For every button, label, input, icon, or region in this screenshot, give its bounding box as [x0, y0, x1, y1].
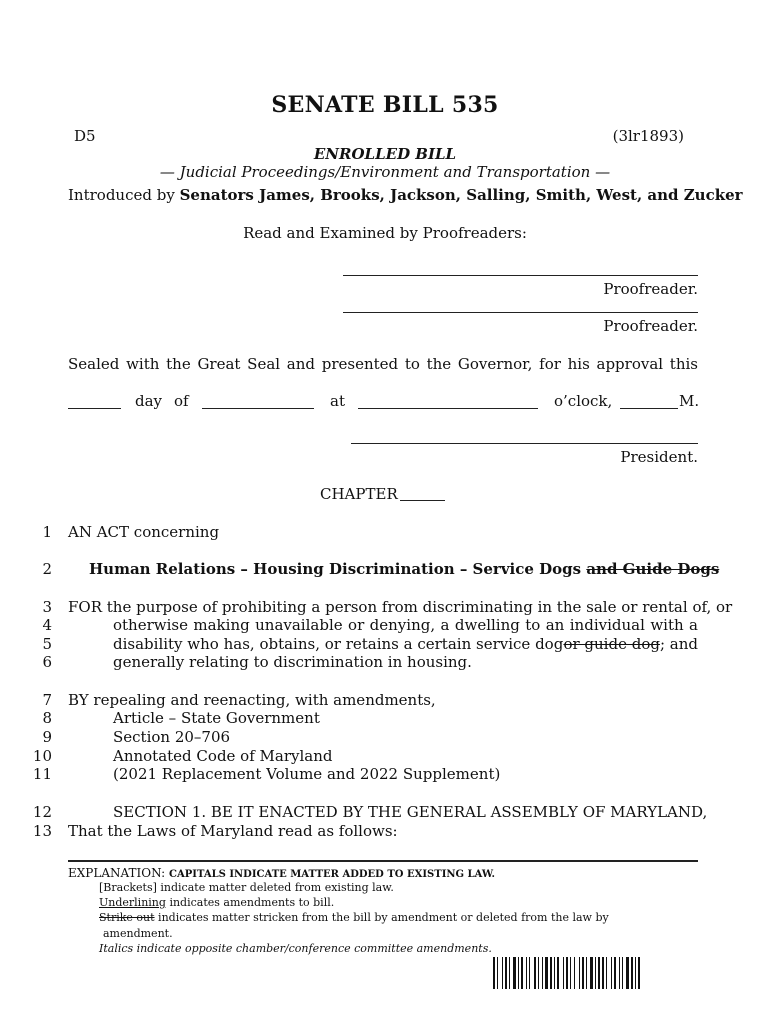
proofreader-signature-line-1 — [343, 275, 698, 276]
seal-text: Sealed with the Great Seal and presented to the Governor, for his approval this — [68, 355, 698, 373]
line-number: 2 — [42, 560, 52, 578]
oclock-label: o’clock, — [554, 392, 613, 410]
purpose-line-3 — [113, 635, 698, 653]
explanation-divider — [68, 860, 698, 862]
read-examined: Read and Examined by Proofreaders: — [243, 224, 527, 242]
act-concerning: AN ACT concerning — [68, 523, 220, 541]
committees: — Judicial Proceedings/Environment and Transportation — — [159, 163, 611, 181]
strike-text: indicates matter stricken from the bill by amendment or deleted from the law by — [158, 911, 609, 924]
line-number: 11 — [32, 765, 52, 783]
barcode-image — [493, 957, 679, 989]
volume: (2021 Replacement Volume and 2022 Supplement) — [113, 765, 501, 783]
repeal-intro: BY repealing and reenacting, with amendments, — [68, 691, 436, 709]
line-number: 8 — [42, 709, 52, 727]
at-label: at — [330, 392, 345, 410]
president-signature-line — [351, 443, 698, 444]
purpose-line-4: generally relating to discrimination in housing. — [113, 653, 472, 671]
sponsor-names: Senators James, Brooks, Jackson, Salling, Smith, West, and Zucker — [179, 186, 743, 204]
bill-title: SENATE BILL 535 — [271, 92, 499, 118]
chapter-blank — [400, 500, 445, 501]
introduced-prefix: Introduced by — [68, 186, 175, 204]
section: Section 20–706 — [113, 728, 231, 746]
underlining-word: Underlining — [99, 896, 166, 909]
of-label: of — [174, 392, 189, 410]
purpose-line-3-a: disability who has, obtains, or retains a certain service dog — [113, 635, 564, 653]
line-number: 9 — [42, 728, 52, 746]
chapter-label: CHAPTER — [320, 485, 398, 503]
explanation-heading — [68, 866, 495, 880]
subject-code: D5 — [74, 127, 96, 145]
bill-type: ENROLLED BILL — [313, 145, 457, 163]
explanation-strike-cont: amendment. — [103, 927, 173, 940]
month-blank — [202, 408, 314, 409]
line-number: 12 — [32, 803, 52, 821]
purpose-struck-text: or guide dog — [563, 635, 660, 653]
line-number: 13 — [32, 822, 52, 840]
explanation-label: EXPLANATION: — [68, 866, 166, 880]
purpose-line-3-b: ; and — [659, 635, 698, 653]
day-label: day — [135, 392, 163, 410]
line-number: 5 — [42, 635, 52, 653]
time-blank — [358, 408, 538, 409]
line-number: 3 — [42, 598, 52, 616]
brackets-text: indicate matter deleted from existing law. — [160, 881, 394, 894]
strike-word: Strike out — [99, 911, 155, 924]
proofreader-label-1: Proofreader. — [603, 280, 698, 298]
sponsors — [68, 186, 743, 204]
line-number: 1 — [42, 523, 52, 541]
day-blank — [68, 408, 121, 409]
subject-struck-text: and Guide Dogs — [586, 560, 720, 578]
brackets-word: [Brackets] — [99, 881, 157, 894]
purpose-line-2: otherwise making unavailable or denying, a dwelling to an individual with a — [113, 616, 698, 634]
subject-text: Human Relations – Housing Discrimination – Service Dogs — [89, 560, 582, 578]
line-number: 10 — [32, 747, 52, 765]
explanation-underlining — [99, 896, 334, 909]
line-number: 7 — [42, 691, 52, 709]
explanation-capitals: CAPITALS INDICATE MATTER ADDED TO EXISTING LAW. — [169, 869, 495, 880]
proofreader-signature-line-2 — [343, 312, 698, 313]
purpose-line-1: FOR the purpose of prohibiting a person from discriminating in the sale or rental of, or — [68, 598, 733, 616]
line-number: 6 — [42, 653, 52, 671]
explanation-strike — [99, 911, 609, 924]
president-label: President. — [620, 448, 698, 466]
draft-number: (3lr1893) — [612, 127, 684, 145]
m-label: M. — [679, 392, 700, 410]
code: Annotated Code of Maryland — [113, 747, 333, 765]
proofreader-label-2: Proofreader. — [603, 317, 698, 335]
line-number: 4 — [42, 616, 52, 634]
explanation-italics: Italics indicate opposite chamber/conference committee amendments. — [99, 942, 492, 955]
enacting-continuation: That the Laws of Maryland read as follows: — [68, 822, 398, 840]
meridiem-blank — [620, 408, 678, 409]
enacting-clause: SECTION 1. BE IT ENACTED BY THE GENERAL ASSEMBLY OF MARYLAND, — [113, 803, 708, 821]
purpose-line-3-tail — [563, 635, 698, 653]
explanation-brackets — [99, 881, 394, 894]
bill-subject — [89, 560, 719, 578]
article: Article – State Government — [113, 709, 320, 727]
underlining-text: indicates amendments to bill. — [169, 896, 335, 909]
